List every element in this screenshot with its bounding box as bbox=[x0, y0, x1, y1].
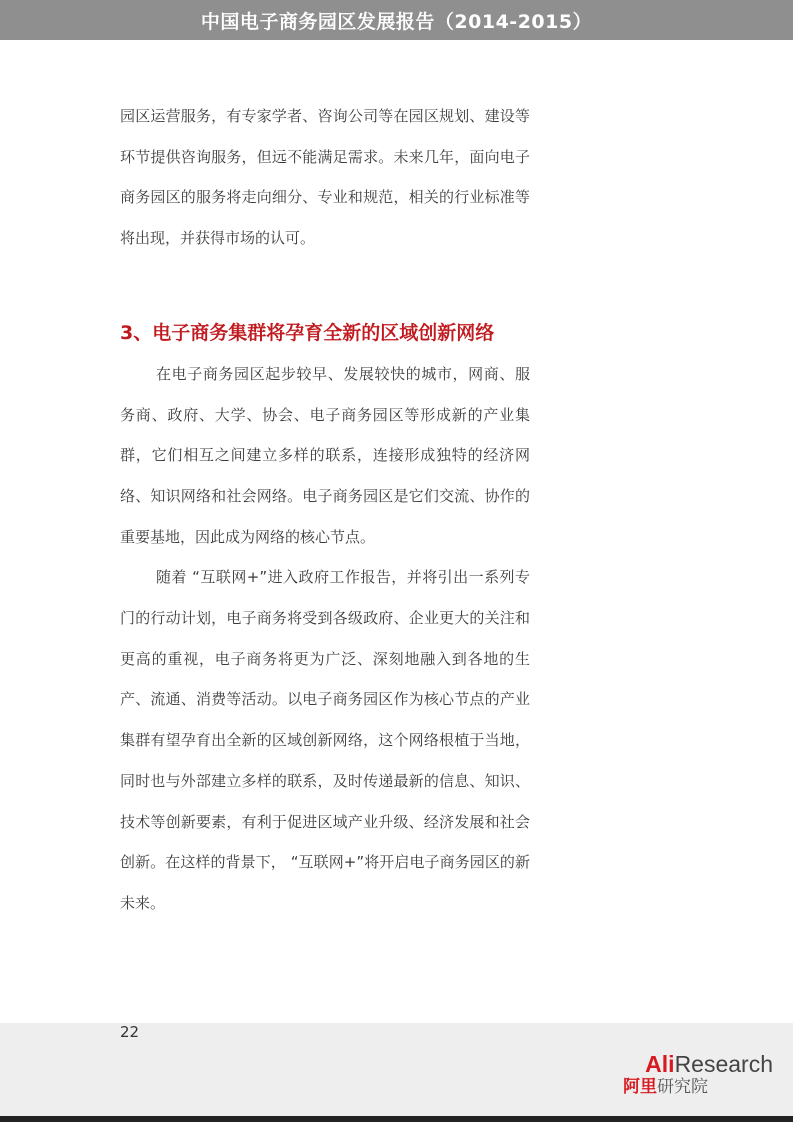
logo-research-text: Research bbox=[674, 1051, 773, 1077]
report-title: 中国电子商务园区发展报告（2014-2015） bbox=[200, 10, 593, 33]
logo-cn-red-text: 阿里 bbox=[623, 1077, 657, 1097]
logo-chinese-name bbox=[623, 1077, 708, 1097]
logo-wordmark bbox=[645, 1050, 773, 1078]
header-bar bbox=[0, 0, 793, 40]
aliresearch-logo bbox=[613, 1050, 773, 1098]
body-paragraph: 随着 “互联网+”进入政府工作报告，并将引出一系列专门的行动计划，电子商务将受到各级政府、企业更大的关注和更高的重视，电子商务将更为广泛、深刻地融入到各地的生产、流通、消费等活动。以电子商务园区作为核心节点的产业集群有望孕育出全新的区域创新网络，这个网络根植于当地，同时也与外部建立多样的联系，及时传递最新的信息、知识、技术等创新要素，有利于促进区域产业升级、经济发展和社会创新。在这样的背景下， “互联网+”将开启电子商务园区的新未来。 bbox=[120, 568, 530, 912]
intro-paragraph: 园区运营服务，有专家学者、咨询公司等在园区规划、建设等环节提供咨询服务，但远不能满足需求。未来几年，面向电子商务园区的服务将走向细分、专业和规范，相关的行业标准等将出现，并获得市场的认可。 bbox=[120, 107, 530, 248]
page-content bbox=[120, 96, 530, 924]
section-heading: 3、电子商务集群将孕育全新的区域创新网络 bbox=[120, 321, 495, 344]
body-paragraph: 在电子商务园区起步较早、发展较快的城市，网商、服务商、政府、大学、协会、电子商务园区等形成新的产业集群，它们相互之间建立多样的联系，连接形成独特的经济网络、知识网络和社会网络。电子商务园区是它们交流、协作的重要基地，因此成为网络的核心节点。 bbox=[120, 364, 530, 546]
logo-ali-text: Ali bbox=[645, 1051, 675, 1077]
page-number: 22 bbox=[120, 1023, 140, 1041]
logo-cn-gray-text: 研究院 bbox=[657, 1077, 708, 1097]
bottom-border-bar bbox=[0, 1116, 793, 1122]
